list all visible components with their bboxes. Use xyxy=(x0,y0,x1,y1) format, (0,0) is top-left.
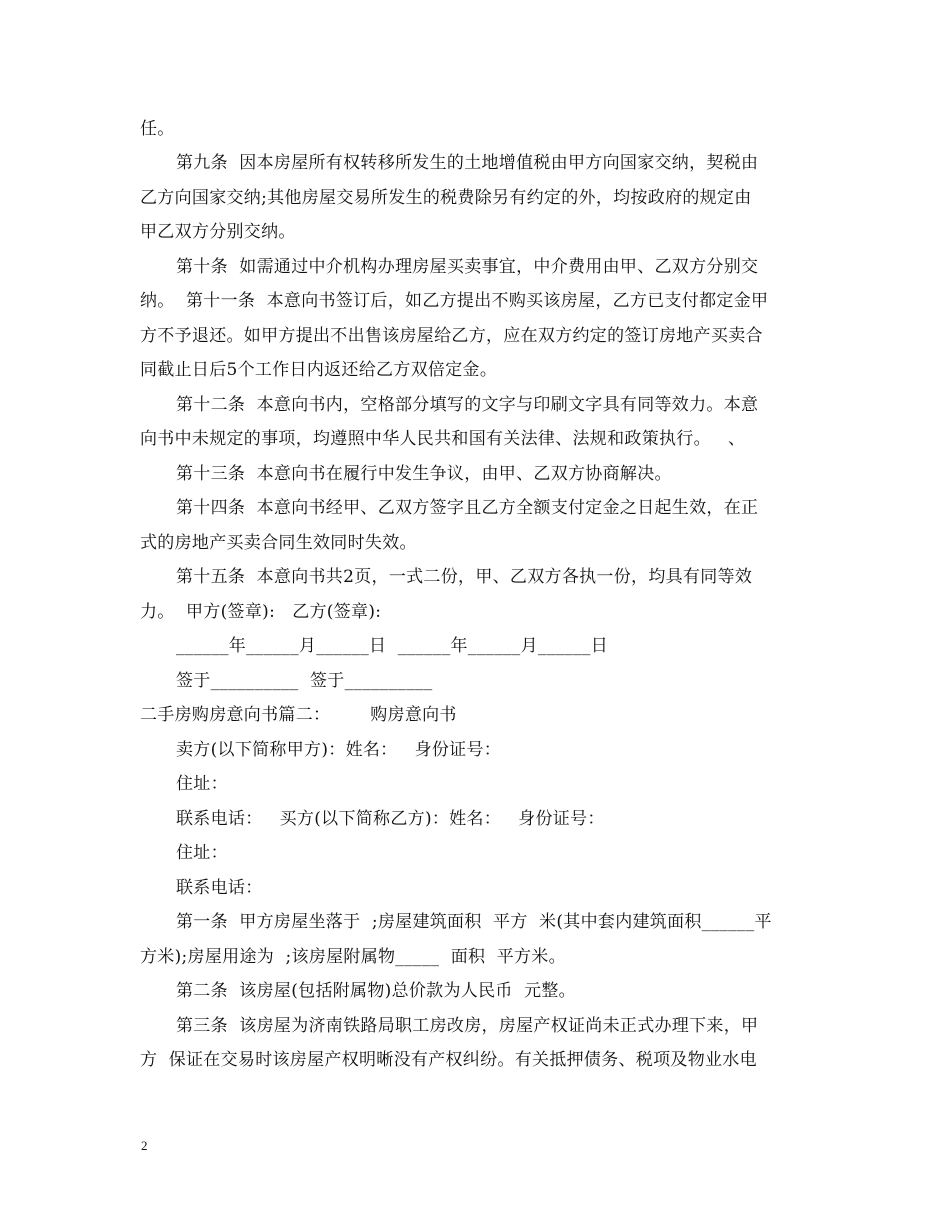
text-line: 联系电话： xyxy=(176,878,263,898)
text-line: 住址： xyxy=(176,843,228,863)
text-line: 卖方(以下简称甲方)：姓名： 身份证号： xyxy=(176,740,502,760)
text-line: 第三条 该房屋为济南铁路局职工房改房，房屋产权证尚未正式办理下来，甲 xyxy=(176,1016,759,1036)
text-line: 纳。 第十一条 本意向书签订后，如乙方提出不购买该房屋，乙方已支付都定金甲 xyxy=(140,291,769,311)
text-line: 力。 甲方(签章): 乙方(签章): xyxy=(140,602,382,622)
text-line: 第十五条 本意向书共2页，一式二份，甲、乙双方各执一份，均具有同等效 xyxy=(176,567,753,587)
text-line: 第九条 因本房屋所有权转移所发生的土地增值税由甲方向国家交纳，契税由 xyxy=(176,153,759,173)
page-number: 2 xyxy=(141,1138,148,1153)
text-line: 第十二条 本意向书内，空格部分填写的文字与印刷文字具有同等效力。本意 xyxy=(176,395,759,415)
text-line: 方米);房屋用途为 ;该房屋附属物_____ 面积 平方米。 xyxy=(140,947,566,967)
text-line: 第十条 如需通过中介机构办理房屋买卖事宜，中介费用由甲、乙双方分别交 xyxy=(176,257,759,277)
text-line: 式的房地产买卖合同生效同时失效。 xyxy=(140,533,417,553)
text-line: 同截止日后5个工作日内返还给乙方双倍定金。 xyxy=(140,360,498,380)
date-signature-line: ______年______月______日 ______年______月______日 xyxy=(176,636,609,656)
text-line: 第十四条 本意向书经甲、乙双方签字且乙方全额支付定金之日起生效，在正 xyxy=(176,498,759,518)
text-line: 第一条 甲方房屋坐落于 ;房屋建筑面积 平方 米(其中套内建筑面积______平 xyxy=(176,912,772,932)
section-heading: 二手房购房意向书篇二： 购房意向书 xyxy=(140,705,457,725)
text-line: 第十三条 本意向书在履行中发生争议，由甲、乙双方协商解决。 xyxy=(176,464,672,484)
text-line: 任。 xyxy=(140,119,175,139)
text-line: 乙方向国家交纳;其他房屋交易所发生的税费除另有约定的外，均按政府的规定由 xyxy=(140,188,752,208)
text-line: 甲乙双方分别交纳。 xyxy=(140,222,296,242)
text-line: 方 保证在交易时该房屋产权明晰没有产权纠纷。有关抵押债务、税项及物业水电 xyxy=(140,1050,757,1070)
text-line: 第二条 该房屋(包括附属物)总价款为人民币 元整。 xyxy=(176,981,576,1001)
text-line: 联系电话： 买方(以下简称乙方)：姓名： 身份证号： xyxy=(176,809,605,829)
text-line: 向书中未规定的事项，均遵照中华人民共和国有关法律、法规和政策执行。 、 xyxy=(140,429,746,449)
text-line: 住址： xyxy=(176,774,228,794)
signed-at-line: 签于__________ 签于__________ xyxy=(176,671,433,691)
text-line: 方不予退还。如甲方提出不出售该房屋给乙方，应在双方约定的签订房地产买卖合 xyxy=(140,326,763,346)
